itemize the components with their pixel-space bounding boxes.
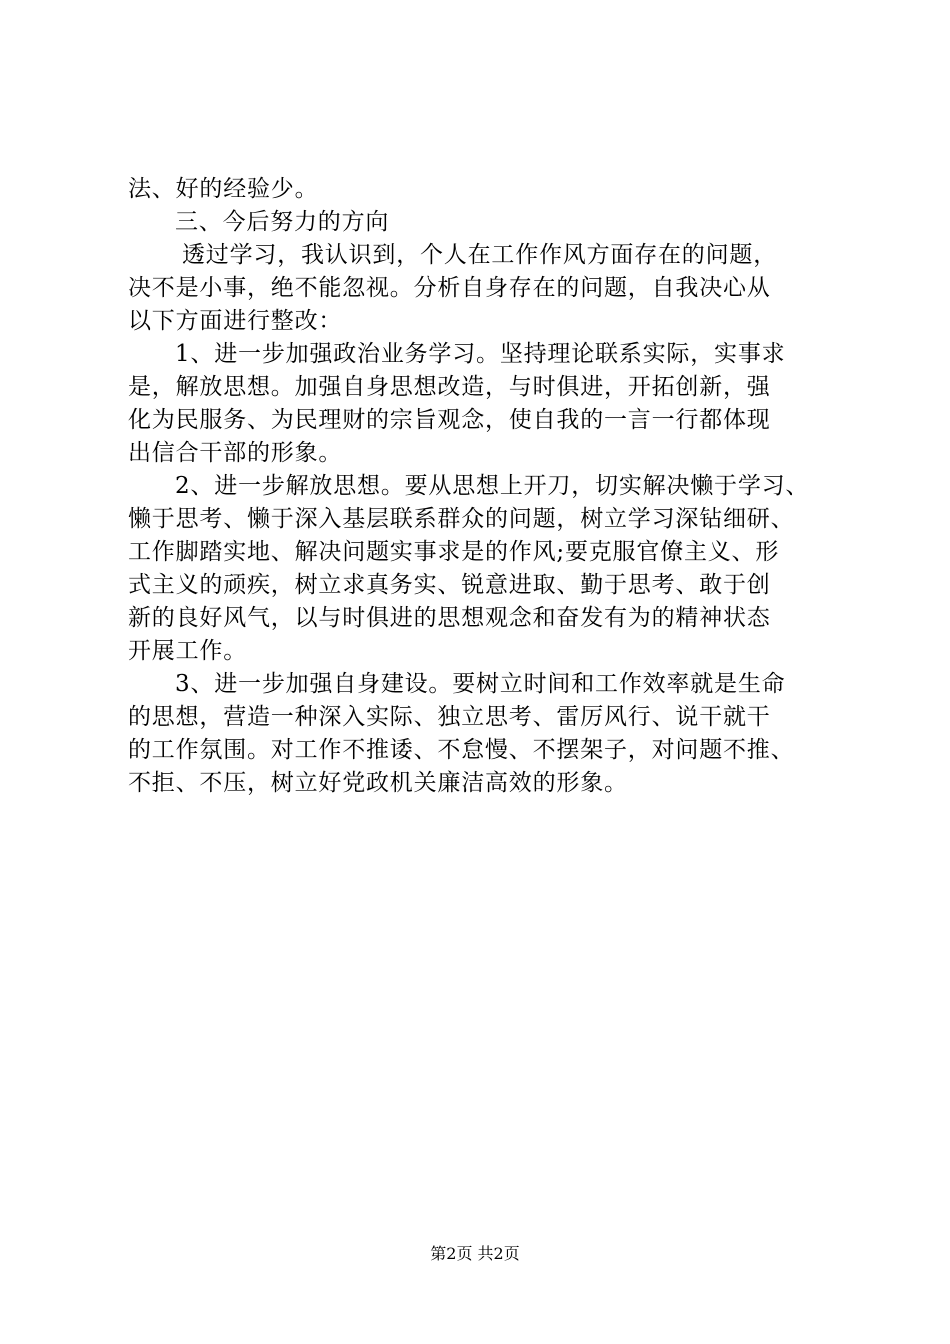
text-line: 出信合干部的形象。 [128,440,343,466]
list-item-1-line: 1、进一步加强政治业务学习。坚持理论联系实际，实事求 [175,341,786,367]
text-line: 新的良好风气，以与时俱进的思想观念和奋发有为的精神状态 [128,605,771,631]
text-line: 开展工作。 [128,638,247,664]
text-line: 工作脚踏实地、解决问题实事求是的作风;要克服官僚主义、形 [128,539,780,565]
page-footer [0,1244,950,1264]
text-line: 以下方面进行整改： [128,308,343,334]
section-heading: 三、今后努力的方向 [175,209,390,235]
list-item-2-line: 2、进一步解放思想。要从思想上开刀，切实解决懒于学习、 [175,473,810,499]
text-line: 不拒、不压，树立好党政机关廉洁高效的形象。 [128,770,628,796]
document-body [128,173,828,800]
text-line: 法、好的经验少。 [128,176,319,202]
list-item-3-line: 3、进一步加强自身建设。要树立时间和工作效率就是生命 [175,671,786,697]
text-line: 的工作氛围。对工作不推诿、不怠慢、不摆架子，对问题不推、 [128,737,795,763]
text-line: 式主义的顽疾，树立求真务实、锐意进取、勤于思考、敢于创 [128,572,771,598]
text-line: 是，解放思想。加强自身思想改造，与时俱进，开拓创新，强 [128,374,771,400]
text-line: 透过学习，我认识到，个人在工作作风方面存在的问题， [182,242,777,268]
text-line: 的思想，营造一种深入实际、独立思考、雷厉风行、说干就干 [128,704,771,730]
text-line: 懒于思考、懒于深入基层联系群众的问题，树立学习深钻细研、 [128,506,795,532]
text-line: 决不是小事，绝不能忽视。分析自身存在的问题，自我决心从 [128,275,771,301]
text-line: 化为民服务、为民理财的宗旨观念，使自我的一言一行都体现 [128,407,771,433]
page-number-label: 第2页 共2页 [430,1244,520,1263]
